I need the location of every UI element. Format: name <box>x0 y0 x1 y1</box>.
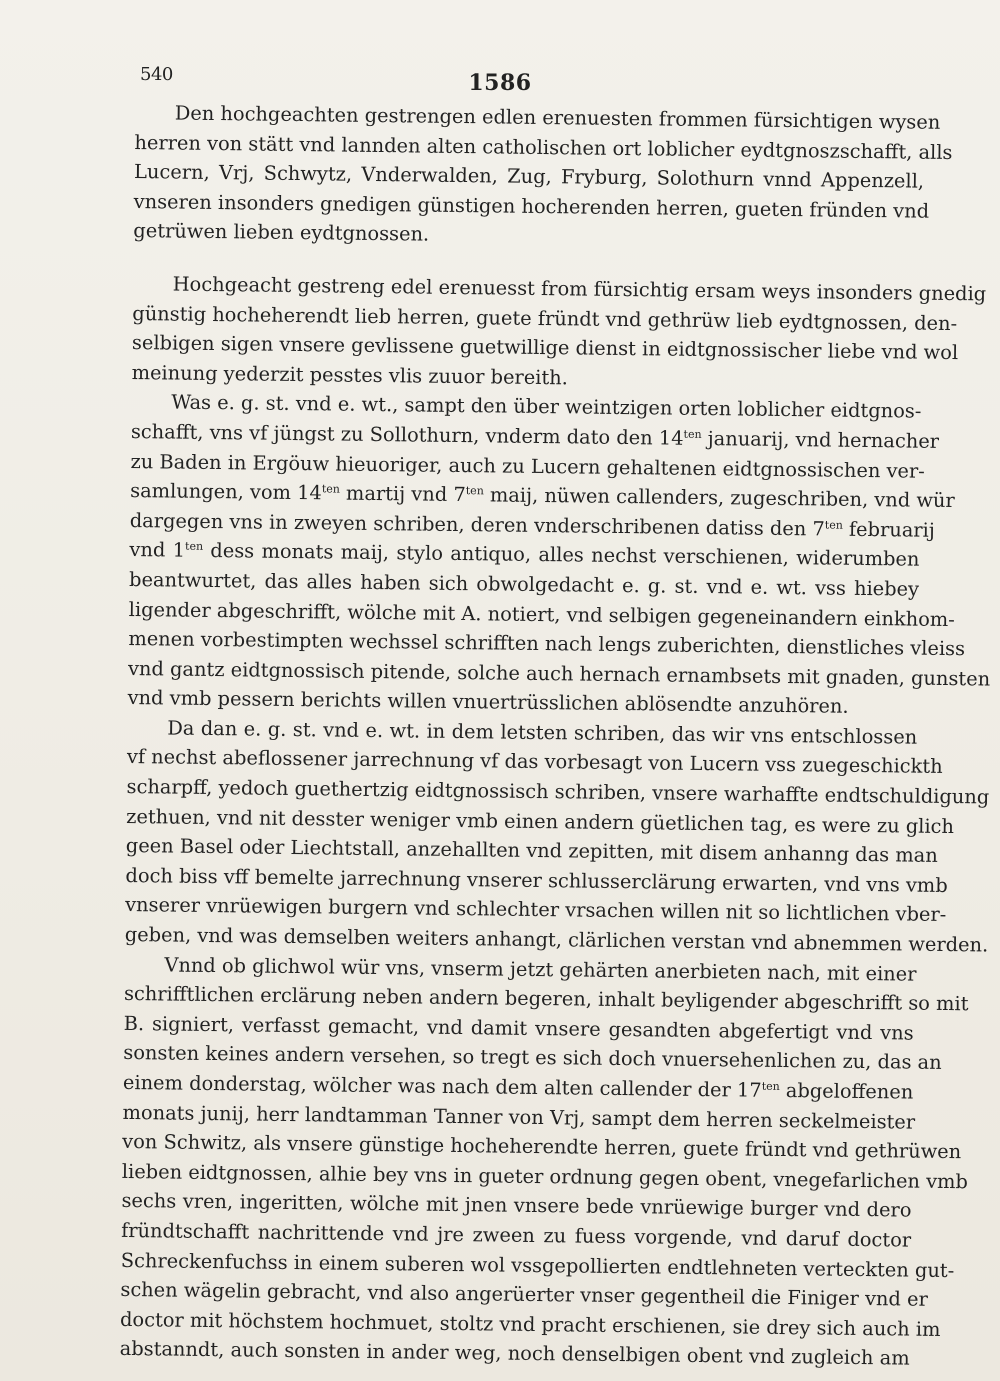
page-number: 540 <box>140 64 173 85</box>
text-line: Schreckenfuchss in einem suberen wol vssgepollierten endtlehneten verteckten gut- <box>120 1248 955 1282</box>
text-line: beantwurtet, das alles haben sich obwolgedacht e. g. st. vnd e. wt. vss hiebey <box>128 567 920 601</box>
text-run: dess monats maij, stylo antiquo, alles nechst verschienen, widerumben <box>202 539 920 571</box>
text-line: vnd vmb pessern berichts willen vnuertrüsslichen ablösendte anzuhören. <box>127 686 849 719</box>
text-line: Da dan e. g. st. vnd e. wt. in dem letsten schriben, das wir vns entschlossen <box>167 716 918 749</box>
text-line: scharpff, yedoch guethertzig eidtgnossisch schriben, vnsere warhaffte endtschuldigung <box>126 775 990 809</box>
address-paragraph <box>133 98 953 256</box>
text-line: Hochgeacht gestreng edel erenuesst from fürsichtig ersam weys insonders gnedig <box>172 272 987 306</box>
body-paragraph-3 <box>119 950 969 1374</box>
text-line: sechs vren, ingeritten, wölche mit jnen vnsere bede vnrüewige burger vnd dero <box>121 1189 912 1222</box>
text-run: einem donderstag, wölcher was nach dem alten callender der 17 <box>122 1070 762 1102</box>
text-run: vnd 1 <box>129 538 186 562</box>
superscript: ten <box>465 484 484 498</box>
text-line: selbigen sigen vnsere gevlissene guetwillige dienst in eidtgnossischer liebe vnd wol <box>131 331 959 365</box>
text-line: vnd gantz eidtgnossisch pitende, solche auch hernach ernambsets mit gnaden, gunsten <box>127 656 991 691</box>
text-line: getrüwen lieben eydtgnossen. <box>133 219 430 246</box>
text-line: Den hochgeachten gestrengen edlen erenuesten frommen fürsichtigen wysen <box>174 101 941 134</box>
text-line: günstig hocheherendt lieb herren, guete fründt vnd gethrüw lieb eydtgnossen, den- <box>132 301 958 335</box>
text-line: geen Basel oder Liechtstall, anzehallten vnd zepitten, mit disem anhanng das man <box>125 834 938 868</box>
header-year: 1586 <box>468 70 532 96</box>
text-line: herren von stätt vnd lannden alten catholischen ort loblicher eydtgnoszschafft, alls <box>134 130 953 164</box>
text-run: dargegen vns in zweyen schriben, deren vnderschribenen datiss den 7 <box>129 508 825 541</box>
text-line: vf nechst abeflossener jarrechnung vf das vorbesagt von Lucern vss zuegeschickth <box>126 745 943 779</box>
text-line: monats junij, herr landtamman Tanner von Vrj, sampt dem herren seckelmeister <box>122 1100 916 1134</box>
text-run: schafft, vns vf jüngst zu Sollothurn, vnderm dato den 14 <box>130 419 684 450</box>
text-line: doctor mit höchstem hochmuet, stoltz vnd pracht erschienen, sie drey sich auch im <box>119 1307 941 1341</box>
text-line: fründtschafft nachrittende vnd jre zween zu fuess vorgende, vnd daruf doctor <box>121 1218 912 1252</box>
superscript: ten <box>683 427 702 441</box>
text-line: ligender abgeschrifft, wölche mit A. notiert, vnd selbigen gegeneinandern einkhom- <box>128 597 955 631</box>
text-line: Was e. g. st. vnd e. wt., sampt den über weintzigen orten loblicher eidtgnos- <box>171 390 922 423</box>
text-line: doch biss vff bemelte jarrechnung vnserer schlusserclärung erwarten, vnd vns vmb <box>125 863 948 897</box>
body-paragraph-2 <box>124 713 990 959</box>
superscript: ten <box>321 482 340 496</box>
body-paragraph-1 <box>127 387 991 722</box>
text-line: schen wägelin gebracht, vnd also angerüerter vnser gegentheil die Finiger vnd er <box>120 1278 928 1311</box>
text-line: vnserer vnrüewigen burgern vnd schlechter vrsachen willen nit so lichtlichen vber- <box>125 893 947 927</box>
text-line: zethuen, vnd nit desster weniger vmb einen andern güetlichen tag, es were zu glich <box>126 804 955 838</box>
text-line: menen vorbestimpten wechssel schrifften nach lengs zuberichten, dienstliches vleiss <box>128 627 966 661</box>
text-line: meinung yederzit pesstes vlis zuuor bereith. <box>131 360 569 390</box>
superscript: ten <box>761 1079 780 1093</box>
text-line: sonsten keines andern versehen, so tregt es sich doch vnuersehenlichen zu, das an <box>123 1041 942 1075</box>
text-line: lieben eidtgnossen, alhie bey vns in gueter ordnung gegen obent, vnegefarlichen vmb <box>121 1159 969 1194</box>
text-line: schrifftlichen erclärung neben andern begeren, inhalt beyligender abgeschrifft so mit <box>123 982 969 1016</box>
text-line: von Schwitz, als vnsere günstige hocheherendte herren, guete fründt vnd gethrüwen <box>122 1130 962 1164</box>
text-run: maij, nüwen callenders, zugeschriben, vnd wür <box>483 483 955 513</box>
text-line: geben, vnd was demselben weiters anhangt, clärlichen verstan vnd abnemmen werden. <box>124 922 989 957</box>
text-run: februarij <box>842 517 935 542</box>
text-line: Lucern, Vrj, Schwytz, Vnderwalden, Zug, Fryburg, Solothurn vnnd Appenzell, <box>133 160 925 193</box>
text-run: martij vnd 7 <box>339 481 466 507</box>
superscript: ten <box>824 518 843 532</box>
salutation-paragraph <box>131 269 987 397</box>
text-run: januarij, vnd hernacher <box>701 426 940 453</box>
document-body <box>119 98 991 1373</box>
text-run: abgeloffenen <box>779 1078 914 1104</box>
text-line: abstanndt, auch sonsten in ander weg, noch denselbigen obent vnd zugleich am <box>119 1337 910 1370</box>
text-line: vnseren insonders gnedigen günstigen hocherenden herren, gueten fründen vnd <box>133 189 930 223</box>
text-line: zu Baden in Ergöuw hieuoriger, auch zu Lucern gehaltenen eidtgnossischen ver- <box>130 449 925 483</box>
text-run: samlungen, vom 14 <box>130 479 322 505</box>
text-line: Vnnd ob glichwol wür vns, vnserm jetzt gehärten anerbieten nach, mit einer <box>164 953 917 986</box>
text-line: B. signiert, verfasst gemacht, vnd damit vnsere gesandten abgefertigt vnd vns <box>123 1011 914 1045</box>
superscript: ten <box>184 539 204 554</box>
